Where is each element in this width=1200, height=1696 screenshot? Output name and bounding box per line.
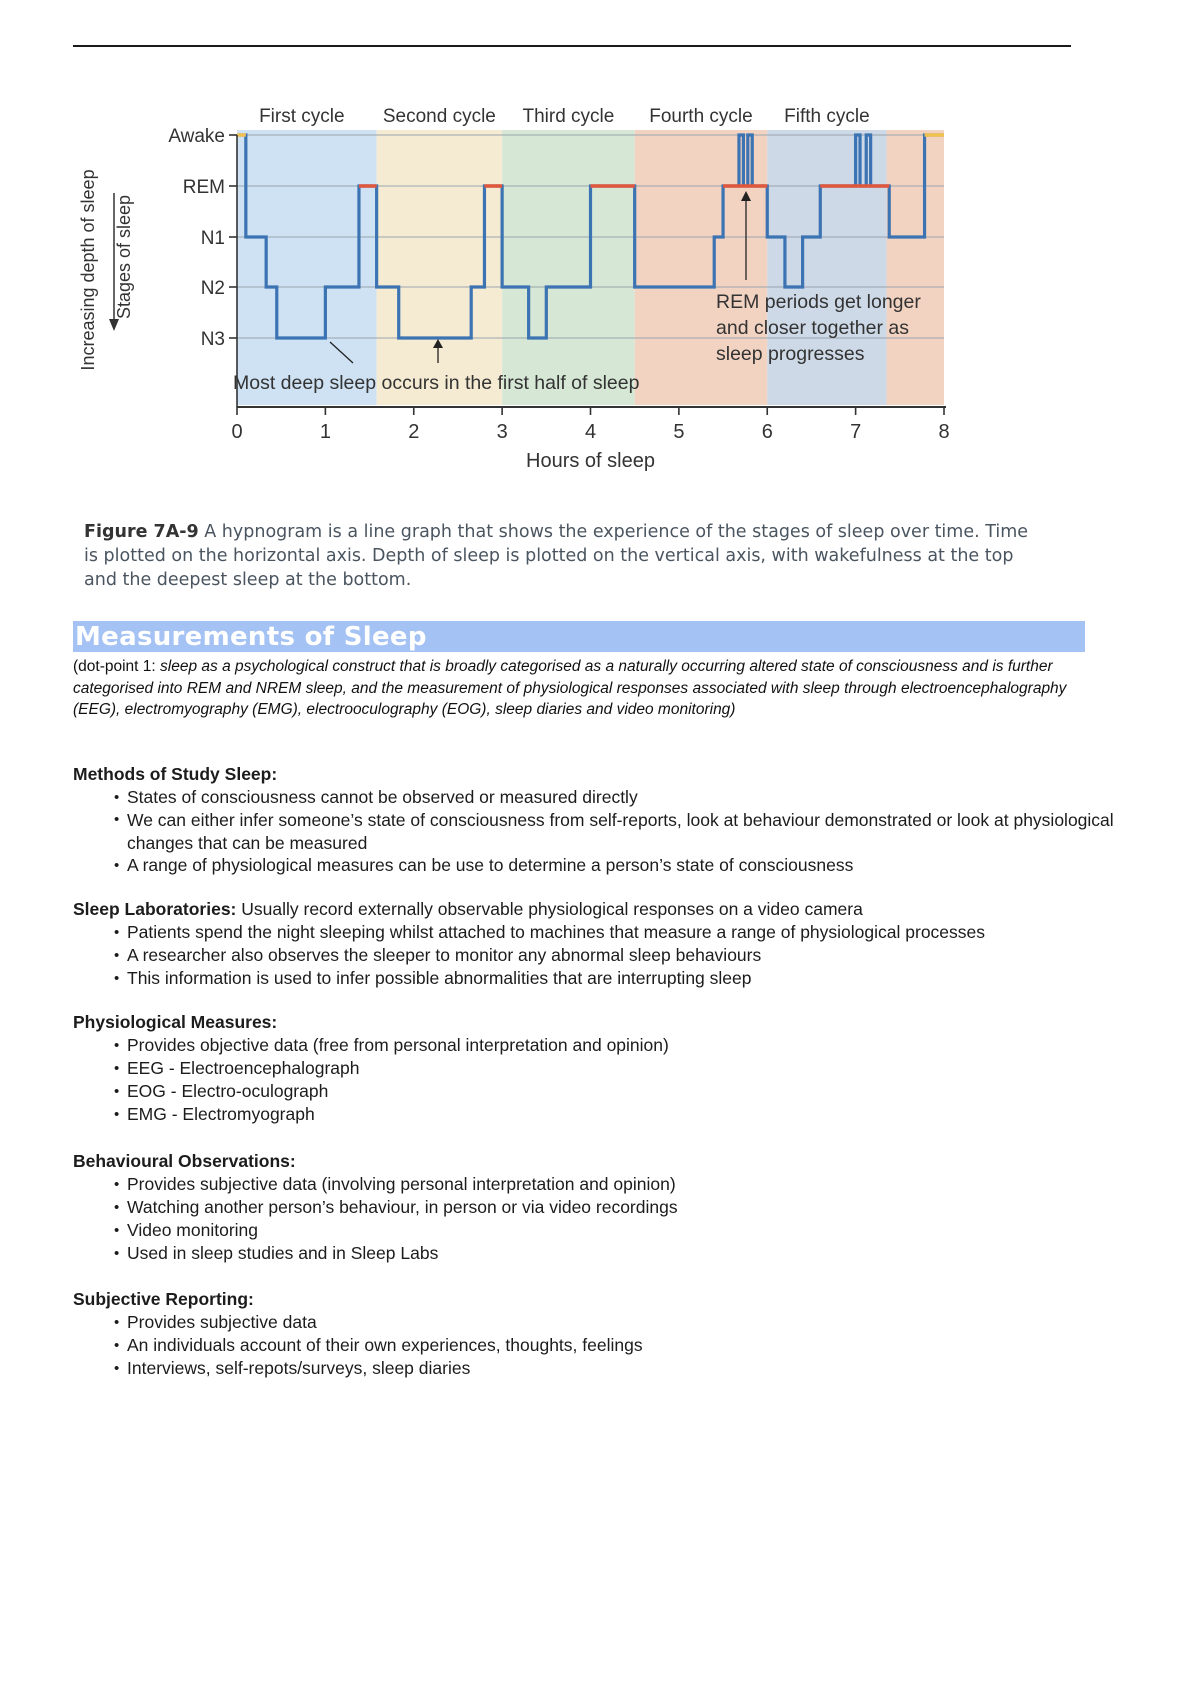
list-item: • A range of physiological measures can be use to determine a person’s state of consciousness	[127, 854, 1113, 877]
x-tick-label: 8	[938, 421, 950, 443]
cycle-label: Fourth cycle	[649, 106, 753, 127]
list-item: • EOG - Electro-oculograph	[127, 1080, 1113, 1103]
cycle-label: First cycle	[259, 106, 345, 127]
list-item: • EMG - Electromyograph	[127, 1103, 1113, 1126]
list-item: • EEG - Electroencephalograph	[127, 1057, 1113, 1080]
annotation-rem-line1: REM periods get longer	[716, 291, 921, 313]
section-title: Measurements of Sleep	[75, 622, 427, 652]
annotation-deep-sleep: Most deep sleep occurs in the first half of sleep	[233, 372, 640, 394]
x-tick-label: 6	[761, 421, 773, 443]
section-header-bar	[73, 621, 1085, 652]
x-tick-label: 1	[319, 421, 331, 443]
methods-block	[73, 762, 1113, 877]
y-tick-label: REM	[182, 177, 225, 198]
top-rule	[73, 45, 1071, 47]
list-item: • Patients spend the night sleeping whilst attached to machines that measure a range of physiological processes	[127, 921, 1113, 944]
y-tick-label: Awake	[168, 126, 225, 147]
list-item: • Provides objective data (free from personal interpretation and opinion)	[127, 1034, 1113, 1057]
x-tick-label: 7	[850, 421, 862, 443]
list-item: • Interviews, self-repots/surveys, sleep diaries	[127, 1357, 1113, 1380]
physio-list	[73, 1034, 1113, 1126]
list-item: • An individuals account of their own experiences, thoughts, feelings	[127, 1334, 1113, 1357]
physio-block	[73, 1010, 1113, 1126]
list-item: • Video monitoring	[127, 1219, 1113, 1242]
dot-point-lead: (dot-point 1:	[73, 658, 161, 675]
methods-heading: Methods of Study Sleep:	[73, 764, 278, 784]
cycle-label: Second cycle	[382, 106, 496, 127]
list-item: • A researcher also observes the sleeper to monitor any abnormal sleep behaviours	[127, 944, 1113, 967]
list-item: • Provides subjective data (involving personal interpretation and opinion)	[127, 1173, 1113, 1196]
labs-heading-text: Usually record externally observable physiological responses on a video camera	[236, 899, 863, 919]
figure-label: Figure 7A-9	[84, 522, 199, 542]
dot-point-note	[73, 656, 1088, 721]
list-item: • Watching another person’s behaviour, in person or via video recordings	[127, 1196, 1113, 1219]
behav-list	[73, 1173, 1113, 1265]
annotation-rem-line3: sleep progresses	[716, 343, 865, 365]
x-axis-title: Hours of sleep	[526, 450, 655, 472]
annotation-rem-line2: and closer together as	[716, 317, 909, 339]
x-tick-label: 4	[584, 421, 597, 443]
labs-heading-label: Sleep Laboratories:	[73, 899, 237, 919]
hypnogram-chart	[78, 105, 1050, 515]
subj-list	[73, 1311, 1113, 1380]
figure-caption-text: A hypnogram is a line graph that shows the experience of the stages of sleep over time. Time is plotted on the horizontal axis. Depth of sleep is plotted on the vertical axis, with wakefulness at the top and the deepest sleep at the bottom.	[84, 522, 1029, 590]
dot-point-text: sleep as a psychological construct that is broadly categorised as a naturally occurring altered state of consciousness and is further categorised into REM and NREM sleep, and the measurement of physiological responses associated with sleep through electroencephalography (EEG), electromyography (EMG), electrooculography (EOG), sleep diaries and video monitoring)	[73, 658, 1067, 718]
behav-heading: Behavioural Observations:	[73, 1151, 296, 1171]
list-item: • We can either infer someone’s state of consciousness from self-reports, look at behaviour demonstrated or look at physiological changes that can be measured	[127, 809, 1127, 854]
labs-heading	[73, 897, 1113, 921]
x-tick-label: 0	[231, 421, 243, 443]
cycle-label: Third cycle	[522, 106, 615, 127]
list-item: • Used in sleep studies and in Sleep Labs	[127, 1242, 1113, 1265]
list-item: • States of consciousness cannot be observed or measured directly	[127, 786, 1113, 809]
cycle-band	[237, 130, 377, 405]
subj-heading: Subjective Reporting:	[73, 1289, 254, 1309]
cycle-label: Fifth cycle	[784, 106, 870, 127]
depth-arrow-head	[109, 319, 119, 331]
y-tick-label: N1	[200, 228, 225, 249]
cycle-band	[502, 130, 635, 405]
x-tick-label: 2	[408, 421, 420, 443]
y-axis-title-inner: Stages of sleep	[114, 194, 134, 320]
y-tick-label: N2	[200, 278, 225, 299]
list-item: • Provides subjective data	[127, 1311, 1113, 1334]
methods-list	[73, 786, 1113, 877]
x-tick-label: 5	[673, 421, 685, 443]
list-item: • This information is used to infer possible abnormalities that are interrupting sleep	[127, 967, 1113, 990]
y-axis-title-outer: Increasing depth of sleep	[78, 169, 98, 371]
labs-block	[73, 897, 1113, 990]
x-tick-label: 3	[496, 421, 508, 443]
cycle-band	[887, 130, 944, 405]
behav-block	[73, 1149, 1113, 1265]
subj-block	[73, 1287, 1113, 1380]
y-tick-label: N3	[200, 329, 225, 350]
labs-list	[73, 921, 1113, 990]
physio-heading: Physiological Measures:	[73, 1012, 278, 1032]
figure-caption	[84, 520, 1044, 592]
